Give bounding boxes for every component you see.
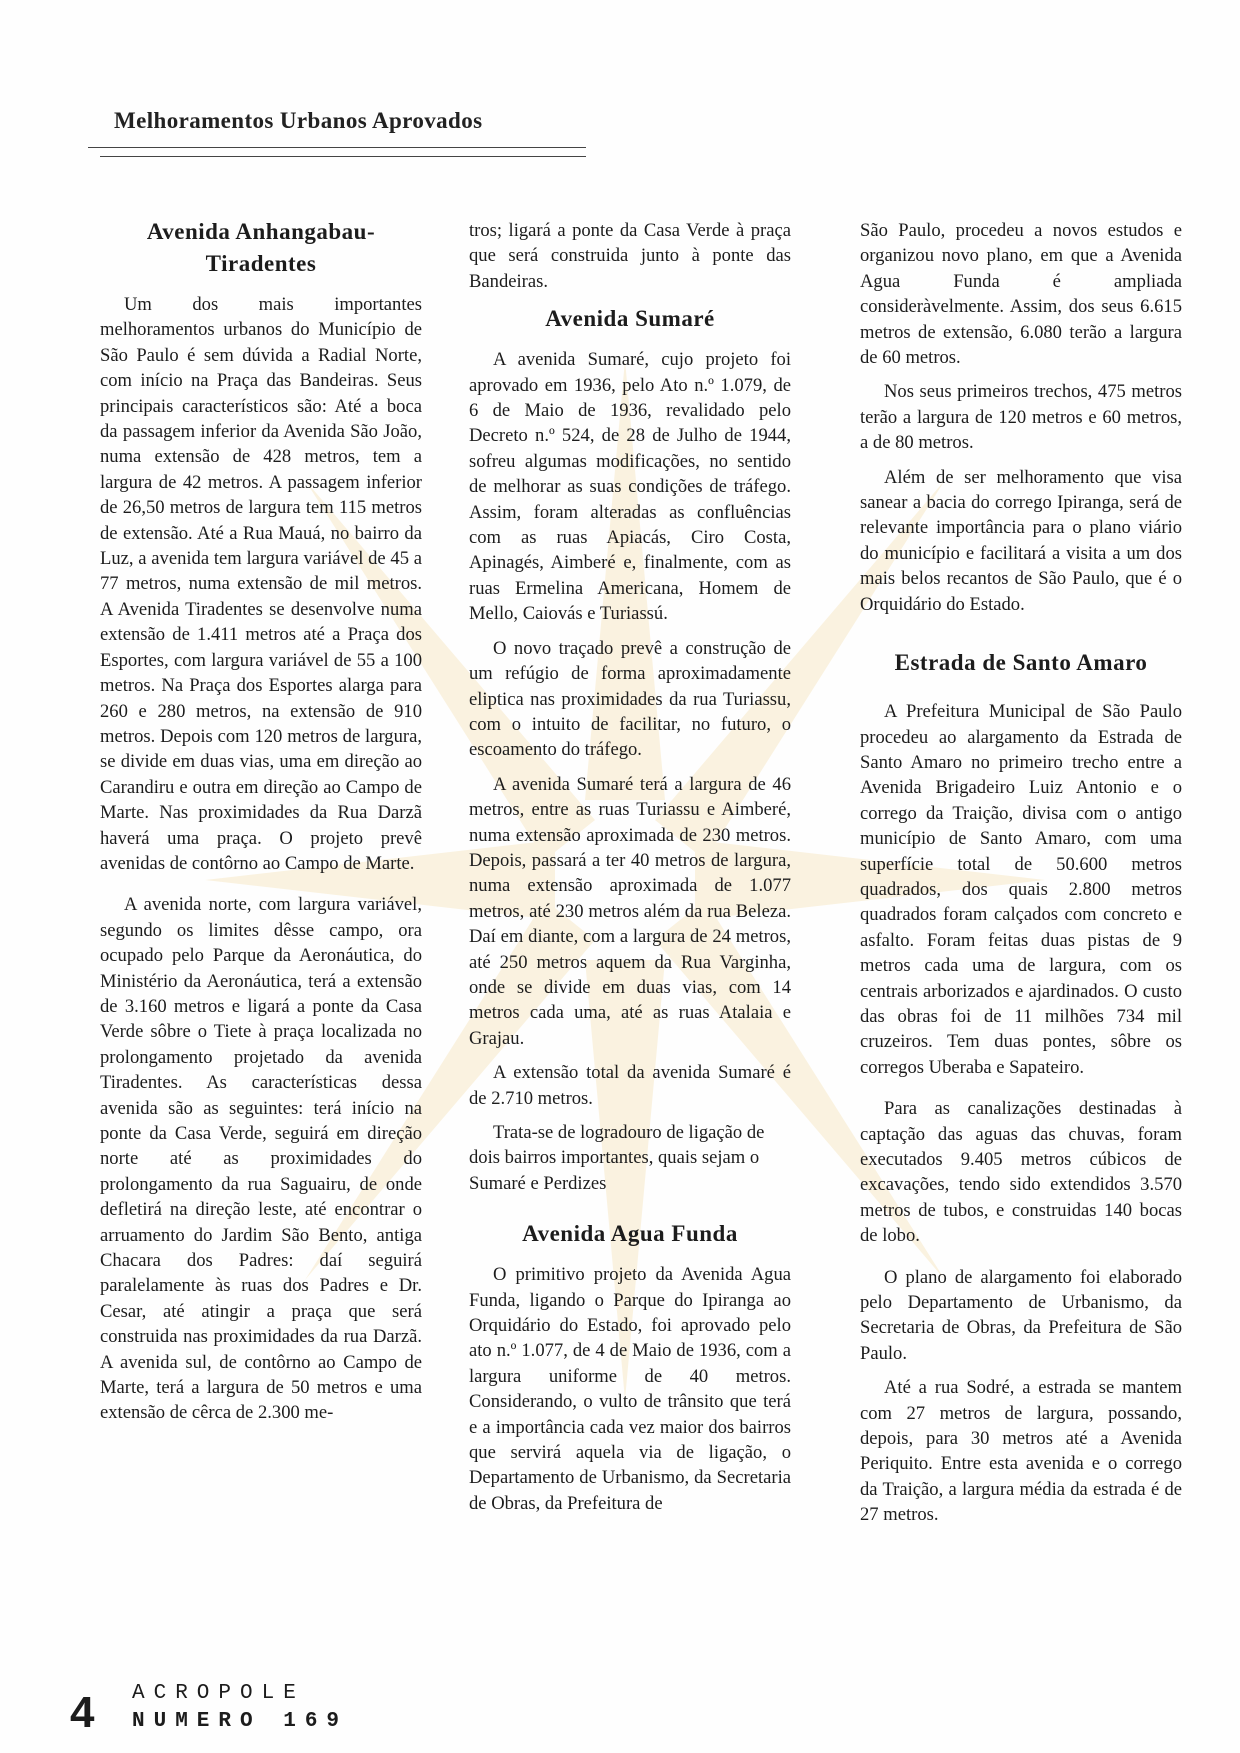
paragraph: A avenida Sumaré terá a largura de 46 metros, entre as ruas Turiassu e Aimberé, numa extensão aproximada de 230 metros. Depois, passará a ter 40 metros de largura, numa extensão aproximada de 1.077 metros, até 230 metros além da rua Beleza. Daí em diante, com a largura de 24 metros, até 250 metros aquem da Rua Varginha, onde se divide em duas vias, com 14 metros cada uma, até as ruas Atalaia e Grajau. [469,773,791,1049]
issue-number: NUMERO 169 [132,1710,349,1733]
paragraph: A Prefeitura Municipal de São Paulo procedeu ao alargamento da Estrada de Santo Amaro no primeiro trecho entre a Avenida Brigadeiro Luiz Antonio e o corrego da Traição, divisa com o antigo município de Santo Amaro, com uma superfície total de 50.600 metros quadrados, dos quais 2.800 metros quadrados foram calçados com concreto e asfalto. Foram feitas duas pistas de 9 metros cada uma de largura, com os centrais arborizados e ajardinados. O custo das obras foi de 11 milhões 734 mil cruzeiros. Tem duas pontes, sôbre os corregos Uberaba e Sapateiro. [860,701,1182,1078]
heading-line: Avenida Anhangabau- [146,219,376,244]
column-3 [860,218,1182,1537]
paragraph: A avenida norte, com largura variável, segundo os limites dêsse campo, ora ocupado pelo Parque da Aeronáutica, do Ministério da Aeronáutica, terá a extensão de 3.160 metros e ligará a ponte da Casa Verde sôbre o Tiete à praça localizada no prolongamento projetado da avenida Tiradentes. As características dessa avenida são as seguintes: terá início na ponte da Casa Verde, seguirá em direção norte até as proximidades do prolongamento da rua Saguairu, de onde defletirá na direção leste, até encontrar o arruamento do Jardim São Bento, antiga Chacara dos Padres: daí seguirá paralelamente às ruas dos Padres e Dr. Cesar, até atingir a praça que será construida nas proximidades da rua Darzã. A avenida sul, de contôrno ao Campo de Marte, terá a largura de 50 metros e uma extensão de cêrca de 2.300 me- [100,894,422,1424]
paragraph: Para as canalizações destinadas à captação das aguas das chuvas, foram executados 9.405 metros cúbicos de excavações, tendo sido extendidos 3.570 metros de tubos, e construidas 140 bocas de lobo. [860,1098,1182,1247]
paragraph: Trata-se de logradouro de ligação de dois bairros importantes, quais sejam o Sumaré e Perdizes [469,1122,765,1194]
header-rule [100,156,586,157]
section-heading-anhangabau [100,216,422,280]
paragraph: O novo traçado prevê a construção de um refúgio de forma aproximadamente eliptica nas proximidades da rua Turiassu, com o intuito de facilitar, no futuro, o escoamento do tráfego. [469,637,791,761]
paragraph: Nos seus primeiros trechos, 475 metros terão a largura de 120 metros e 60 metros, a de 80 metros. [860,381,1182,454]
paragraph: Um dos mais importantes melhoramentos urbanos do Município de São Paulo é sem dúvida a Radial Norte, com início na Praça das Bandeiras. Seus principais característicos são: Até a boca da passagem inferior da Avenida São João, numa extensão de 428 metros, tem a largura de 42 metros. A passagem inferior de 26,50 metros de largura tem 115 metros de extensão. Até a Rua Mauá, no bairro da Luz, a avenida tem largura variável de 45 a 77 metros, numa extensão de mil metros. A Avenida Tiradentes se desenvolve numa extensão de 1.411 metros até a Praça dos Esportes, com largura variável de 55 a 100 metros. Na Praça dos Esportes alarga para 260 e 280 metros, na extensão de 910 metros. Depois com 120 metros de largura, se divide em duas vias, uma em direção ao Carandiru e outra em direção ao Campo de Marte. Nas proximidades da Rua Darzã haverá uma praça. O projeto prevê avenidas de contôrno ao Campo de Marte. [100,294,422,874]
paragraph: O primitivo projeto da Avenida Agua Funda, ligando o Parque do Ipiranga ao Orquidário do Estado, foi aprovado pelo ato n.º 1.077, de 4 de Maio de 1936, com a largura uniforme de 40 metros. Considerando, o vulto de trânsito que terá e a importância cada vez maior dos bairros que servirá aquela via de ligação, o Departamento de Urbanismo, da Secretaria de Obras, da Prefeitura de [469,1264,791,1514]
running-head: Melhoramentos Urbanos Aprovados [114,108,483,133]
column-2 [469,218,791,1525]
section-heading-sumare: Avenida Sumaré [545,306,715,332]
section-heading-santo-amaro: Estrada de Santo Amaro [894,650,1148,676]
heading-line: Tiradentes [205,251,317,276]
column-1 [100,216,422,1435]
paragraph: São Paulo, procedeu a novos estudos e organizou novo plano, em que a Avenida Agua Funda é ampliada consideràvelmente. Assim, dos seus 6.615 metros de extensão, 6.080 terão a largura de 60 metros. [860,220,1182,369]
section-heading-agua-funda: Avenida Agua Funda [522,1221,738,1247]
paragraph: Até a rua Sodré, a estrada se mantem com 27 metros de largura, possando, depois, para 30 metros até a Avenida Periquito. Entre esta avenida e o corrego da Traição, a largura média da estrada é de 27 metros. [860,1377,1182,1526]
page-number: 4 [70,1688,95,1737]
paragraph: A avenida Sumaré, cujo projeto foi aprovado em 1936, pelo Ato n.º 1.079, de 6 de Maio de 1936, revalidado pelo Decreto n.º 524, de 28 de Julho de 1944, sofreu algumas modificações, no sentido de melhorar as suas condições de tráfego. Assim, foram alteradas as confluências com as ruas Apiacás, Ciro Costa, Apinagés, Aimberé e, finalmente, com as ruas Ermelina Americana, Homem de Mello, Caiovás e Turiassú. [469,349,791,625]
paragraph: Além de ser melhoramento que visa sanear a bacia do corrego Ipiranga, será de relevante importância para o plano viário do município e facilitará a visita a um dos mais belos recantos de São Paulo, que é o Orquidário do Estado. [860,466,1182,615]
magazine-footer [132,1680,348,1736]
header-rule [88,147,586,148]
magazine-title: ACROPOLE [132,1682,305,1705]
paragraph: A extensão total da avenida Sumaré é de 2.710 metros. [469,1062,791,1109]
paragraph: tros; ligará a ponte da Casa Verde à praça que será construida junto à ponte das Bandeiras. [469,220,791,292]
paragraph: O plano de alargamento foi elaborado pelo Departamento de Urbanismo, da Secretaria de Obras, da Prefeitura de São Paulo. [860,1266,1182,1364]
